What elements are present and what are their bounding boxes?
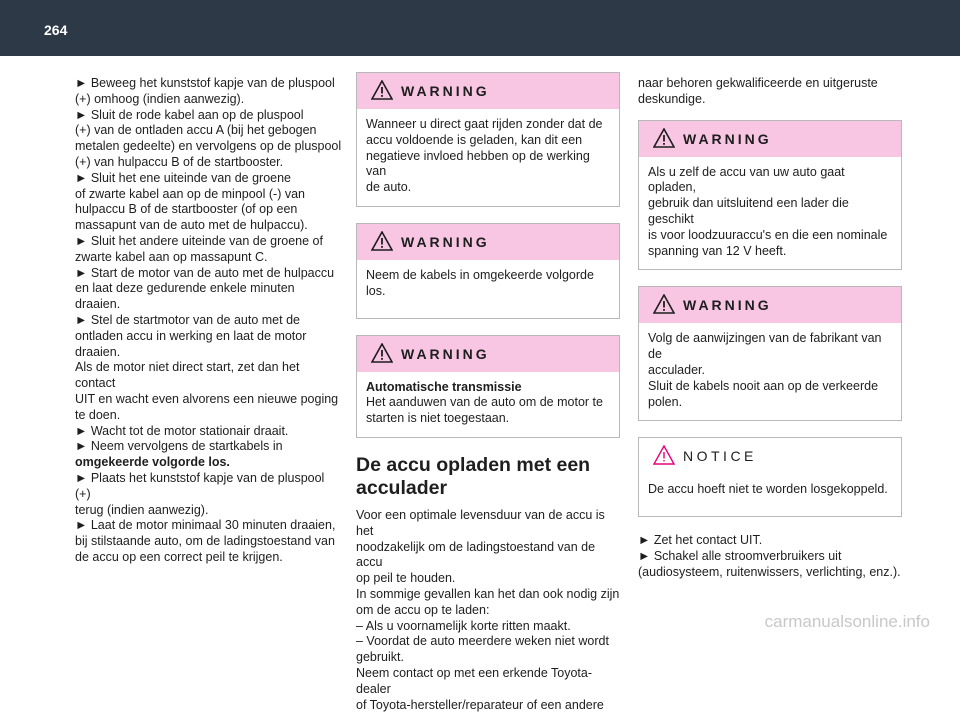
text-line: om de accu op te laden: [356,602,490,617]
warning-box [356,335,620,438]
notice-triangle-icon [653,445,675,465]
text-line: metalen gedeelte) en vervolgens op de pluspool [75,139,342,154]
text-line: accu voldoende is geladen, kan dit een [366,132,583,147]
text-line: negatieve invloed hebben op de werking van [366,148,590,179]
warning-box [638,120,902,271]
column-2 [356,72,620,713]
watermark: carmanualsonline.info [764,612,930,631]
text-line: Neem de kabels in omgekeerde volgorde los. [366,267,594,298]
text-line: (+) van hulpaccu B of de startbooster. [75,154,284,169]
text-line: (+) omhoog (indien aanwezig). [75,91,245,106]
warning-header [357,336,619,372]
text-line: omgekeerde volgorde los. [75,455,230,470]
text-line: ► Schakel alle stroomverbruikers uit [638,548,842,563]
section-heading [356,454,620,500]
notice-body [639,474,901,516]
text-line: te doen. [75,407,121,422]
text-line: bij stilstaande auto, om de ladingstoestand van [75,534,335,549]
warning-body [357,109,619,206]
text-line: is voor loodzuuraccu's en die een nominale [648,227,888,242]
text-line: In sommige gevallen kan het dan ook nodig zijn [356,586,620,601]
warning-triangle-icon [371,80,393,100]
warning-header [357,224,619,260]
text-line: Als de motor niet direct start, zet dan het contact [75,360,300,391]
text-line: of Toyota-hersteller/reparateur of een andere [356,697,604,712]
text-line: UIT en wacht even alvorens een nieuwe poging [75,391,339,406]
text-line: hulpaccu B of de startbooster (of op een [75,202,298,217]
text-line: spanning van 12 V heeft. [648,243,787,258]
text-line: ontladen accu in werking en laat de motor [75,328,307,343]
text-line: – Voordat de auto meerdere weken niet wordt [356,634,609,649]
text-line: massapunt van de auto met de hulpaccu). [75,218,308,233]
column-1 [75,76,343,566]
warning-triangle-icon [371,343,393,363]
text-line [75,123,343,139]
text-line: ► Beweeg het kunststof kapje van de pluspool [75,76,335,90]
text-line: Wanneer u direct gaat rijden zonder dat de [366,117,603,131]
text-line: Sluit de kabels nooit aan op de verkeerde [648,378,879,393]
page-header-bar [0,0,960,56]
warning-triangle-icon [371,231,393,251]
text-line: Het aanduwen van de auto om de motor te [366,395,603,410]
text-line: op peil te houden. [356,571,456,586]
text-line: Als u zelf de accu van uw auto gaat opladen, [648,164,845,195]
text-line: – Als u voornamelijk korte ritten maakt. [356,618,571,633]
text-line: Neem contact op met een erkende Toyota-dealer [356,665,593,696]
warning-subtitle: Automatische transmissie [366,379,522,394]
notice-box [638,437,902,517]
warning-title: WARNING [683,130,772,147]
text-line: ► Zet het contact UIT. [638,533,763,548]
text-line: en laat deze gedurende enkele minuten draaien. [75,281,295,312]
text-line: ► Wacht tot de motor stationair draait. [75,423,289,438]
warning-header [639,287,901,323]
section-heading-line: acculader [356,476,448,499]
section-heading-line: De accu opladen met een [356,453,591,476]
column-3 [638,76,902,581]
text-line: ► Sluit het ene uiteinde van de groene [75,170,291,185]
warning-body [357,260,619,318]
page-number: 264 [44,22,68,38]
text-line: Voor een optimale levensduur van de accu is het [356,507,605,538]
text-line: noodzakelijk om de ladingstoestand van de accu [356,539,596,570]
notice-title: NOTICE [683,448,757,465]
text-line: ► Plaats het kunststof kapje van de pluspool (+) [75,470,325,501]
text-line: deskundige. [638,91,706,106]
notice-header [639,438,901,474]
warning-box [356,72,620,207]
warning-box [638,286,902,421]
warning-title: WARNING [401,233,490,250]
text-span: (+) van de ontladen accu A (bij het gebogen [75,123,317,138]
warning-body [639,323,901,420]
text-line: draaien. [75,344,121,359]
warning-title: WARNING [401,345,490,362]
text-line: gebruikt. [356,650,404,665]
text-line: ► Laat de motor minimaal 30 minuten draaien, [75,518,336,533]
text-line: starten is niet toegestaan. [366,411,510,426]
text-line: polen. [648,394,683,409]
text-line: naar behoren gekwalificeerde en uitgeruste [638,76,878,90]
text-line: zwarte kabel aan op massapunt C. [75,249,268,264]
text-line: de accu op een correct peil te krijgen. [75,549,283,564]
warning-header [639,121,901,157]
text-line: terug (indien aanwezig). [75,502,209,517]
warning-triangle-icon [653,294,675,314]
text-line: de auto. [366,180,412,195]
warning-body [639,157,901,270]
warning-title: WARNING [683,297,772,314]
warning-header [357,73,619,109]
text-line: ► Neem vervolgens de startkabels in [75,439,283,454]
warning-triangle-icon [653,128,675,148]
text-line: acculader. [648,362,705,377]
text-line: gebruik dan uitsluitend een lader die geschikt [648,196,849,226]
text-line: ► Start de motor van de auto met de hulpaccu [75,265,335,280]
text-line: ► Sluit het andere uiteinde van de groene of [75,233,323,248]
warning-body [357,372,619,437]
text-line: Volg de aanwijzingen van de fabrikant van de [648,331,882,362]
text-line: ► Sluit de rode kabel aan op de pluspool [75,107,304,122]
text-line: of zwarte kabel aan op de minpool (-) van [75,186,305,201]
text-line: ► Stel de startmotor van de auto met de [75,312,300,327]
text-line: De accu hoeft niet te worden losgekoppeld. [648,482,888,497]
text-line: (audiosysteem, ruitenwissers, verlichting, enz.). [638,564,901,579]
warning-box [356,223,620,319]
warning-title: WARNING [401,83,490,99]
